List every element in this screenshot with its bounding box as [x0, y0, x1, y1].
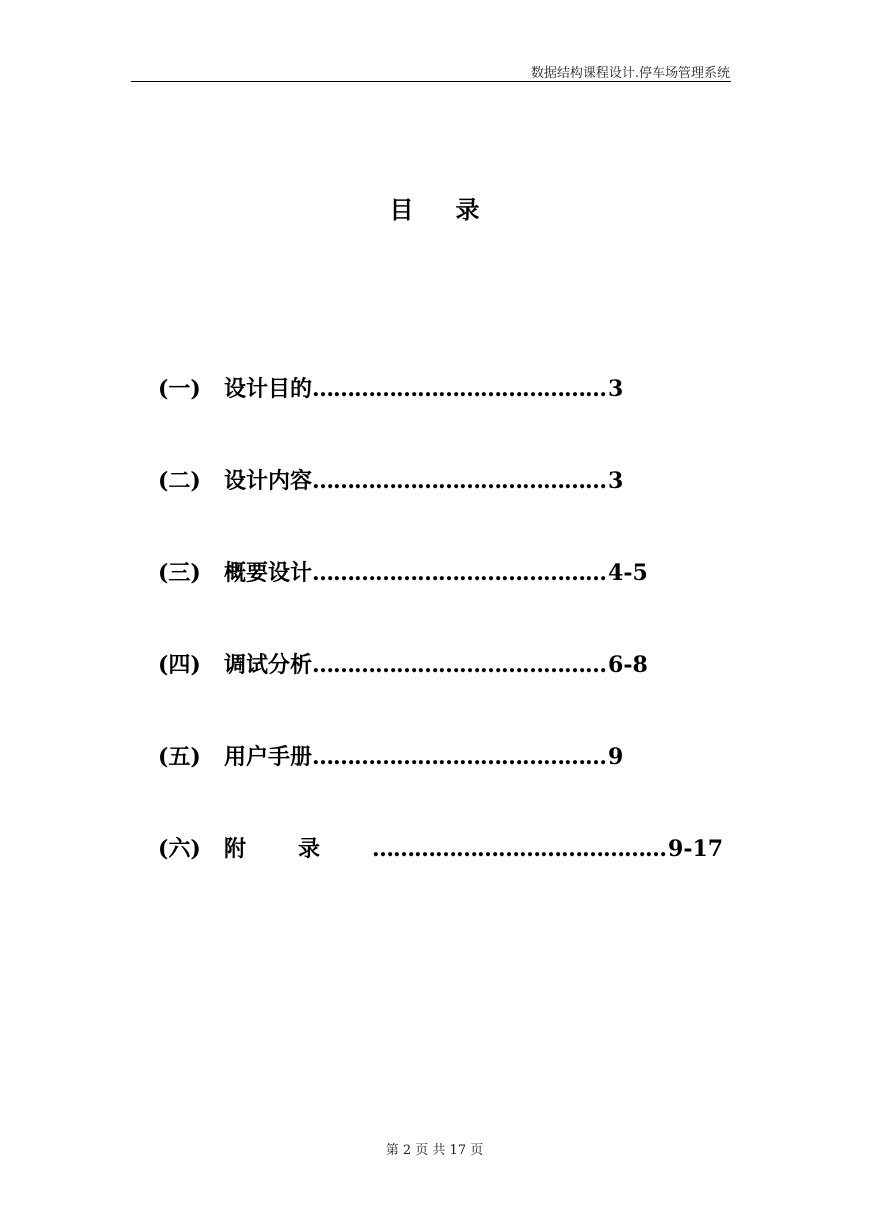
toc-entry-page: 9-17 — [668, 836, 724, 862]
toc-entry-page: 9 — [608, 744, 624, 770]
toc-entry-page: 3 — [608, 468, 624, 494]
toc-entry[interactable] — [158, 740, 723, 832]
toc-entry-page: 3 — [608, 376, 624, 402]
toc-entry-label: 设计内容 — [224, 468, 313, 494]
toc-entry[interactable] — [158, 832, 723, 924]
toc-title: 目录 — [389, 195, 522, 224]
running-header: 数据结构课程设计.停车场管理系统 — [530, 66, 730, 81]
toc-entry-number: (五) — [158, 744, 201, 770]
toc-entry-label: 调试分析 — [224, 652, 313, 678]
toc-entry-page: 4-5 — [608, 560, 648, 586]
header-divider — [131, 81, 731, 82]
toc-entry[interactable] — [158, 372, 723, 464]
toc-entry-number: (三) — [158, 560, 201, 586]
toc-entry-number: (一) — [158, 376, 201, 402]
toc-dot-leader: …………………………………… — [312, 652, 607, 678]
toc-dot-leader: …………………………………… — [312, 468, 607, 494]
toc-dot-leader: …………………………………… — [312, 744, 607, 770]
toc-entry-number: (二) — [158, 468, 201, 494]
toc-entry-label: 附录 — [224, 836, 373, 862]
toc-entry-number: (四) — [158, 652, 201, 678]
toc-entry-label: 设计目的 — [224, 376, 313, 402]
toc-entry[interactable] — [158, 648, 723, 740]
toc-entry-page: 6-8 — [608, 652, 648, 678]
toc-entry-label: 用户手册 — [224, 744, 313, 770]
table-of-contents — [158, 372, 723, 924]
toc-dot-leader: …………………………………… — [372, 836, 667, 862]
toc-dot-leader: …………………………………… — [312, 560, 607, 586]
page-footer: 第 2 页 共 17 页 — [385, 1143, 484, 1158]
toc-entry-label: 概要设计 — [224, 560, 313, 586]
toc-entry[interactable] — [158, 556, 723, 648]
toc-entry[interactable] — [158, 464, 723, 556]
toc-entry-number: (六) — [158, 836, 201, 862]
toc-dot-leader: …………………………………… — [312, 376, 607, 402]
